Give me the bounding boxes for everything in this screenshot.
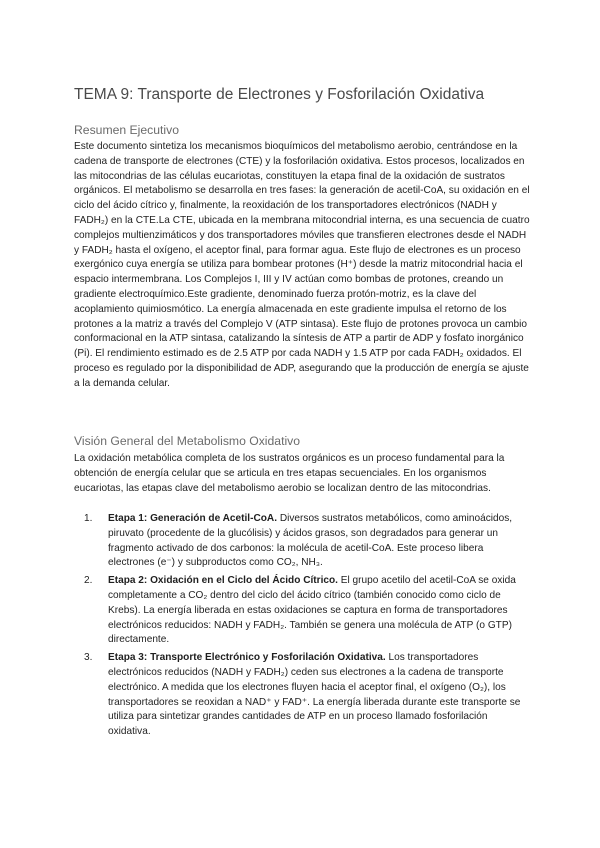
section-heading-vision: Visión General del Metabolismo Oxidativo	[74, 434, 301, 448]
list-item-number: 1.	[84, 513, 93, 524]
section-paragraph-resumen: Este documento sintetiza los mecanismos bioquímicos del metabolismo aerobio, centrándose en la cadena de transporte de electrones (CTE) y la fosforilación oxidativa. Estos procesos, localizados en las mitocondrias de las células eucariotas, constituyen la etapa final de la oxidación de sustratos orgánicos. El metabolismo se desarrolla en tres fases: la generación de acetil-CoA, su oxidación en el ciclo del ácido cítrico y, finalmente, la reoxidación de los transportadores electrónicos (NADH y FADH₂) en la CTE.La CTE, ubicada en la membrana mitocondrial interna, es una secuencia de cuatro complejos multienzimáticos y dos transportadores móviles que transfieren electrones desde el NADH y FADH₂ hasta el oxígeno, el aceptor final, para formar agua. Este flujo de electrones es un proceso exergónico cuya energía se utiliza para bombear protones (H⁺) desde la matriz mitocondrial hacia el espacio intermembrana. Los Complejos I, III y IV actúan como bombas de protones, creando un gradiente electroquímico.Este gradiente, denominado fuerza protón-motriz, es la clave del acoplamiento quimiosmótico. La energía almacenada en este gradiente impulsa el retorno de los protones a la matriz a través del Complejo V (ATP sintasa). Este flujo de protones provoca un cambio conformacional en la ATP sintasa, catalizando la síntesis de ATP a partir de ADP y fosfato inorgánico (Pi). El rendimiento estimado es de 2.5 ATP por cada NADH y 1.5 ATP por cada FADH₂ oxidados. El proceso es regulado por la disponibilidad de ADP, asegurando que la producción de energía se ajuste a la demanda celular.	[74, 141, 530, 389]
list-item-title: Etapa 1: Generación de Acetil-CoA.	[108, 513, 278, 524]
section-heading-resumen: Resumen Ejecutivo	[74, 123, 179, 137]
list-item-text: Diversos sustratos metabólicos, como aminoácidos, piruvato (procedente de la glucólisis) y ácidos grasos, son degradados para generar un fragmento activado de dos carbonos: la molécula de acetil-CoA. Este proceso libera electrones (e⁻) y subproductos como CO₂, NH₃.	[108, 513, 513, 569]
list-item	[74, 574, 530, 648]
list-item-text: Los transportadores electrónicos reducidos (NADH y FADH₂) ceden sus electrones a la cadena de transporte electrónico. A medida que los electrones fluyen hacia el aceptor final, el oxígeno (O₂), los transportadores se reoxidan a NAD⁺ y FAD⁺. La energía liberada durante este transporte se utiliza para sintetizar grandes cantidades de ATP en un proceso llamado fosforilación oxidativa.	[108, 652, 521, 738]
stages-list	[74, 512, 530, 743]
list-item-number: 3.	[84, 652, 93, 664]
list-item-title: Etapa 2: Oxidación en el Ciclo del Ácido Cítrico.	[108, 575, 338, 587]
list-item-title: Etapa 3: Transporte Electrónico y Fosforilación Oxidativa.	[108, 652, 386, 664]
list-item-text: El grupo acetilo del acetil-CoA se oxida completamente a CO₂ dentro del ciclo del ácido cítrico (también conocido como ciclo de Krebs). La energía liberada en estas oxidaciones se captura en forma de transportadores electrónicos reducidos: NADH y FADH₂. También se genera una molécula de ATP (o GTP) directamente.	[108, 575, 516, 646]
list-item	[74, 651, 530, 740]
list-item	[74, 512, 530, 571]
list-item-number: 2.	[84, 575, 93, 587]
document-title: TEMA 9: Transporte de Electrones y Fosforilación Oxidativa	[74, 86, 485, 103]
section-paragraph-vision: La oxidación metabólica completa de los sustratos orgánicos es un proceso fundamental para la obtención de energía celular que se articula en tres etapas secuenciales. En los organismos eucariotas, las etapas clave del metabolismo aerobio se localizan dentro de las mitocondrias.	[74, 453, 505, 494]
